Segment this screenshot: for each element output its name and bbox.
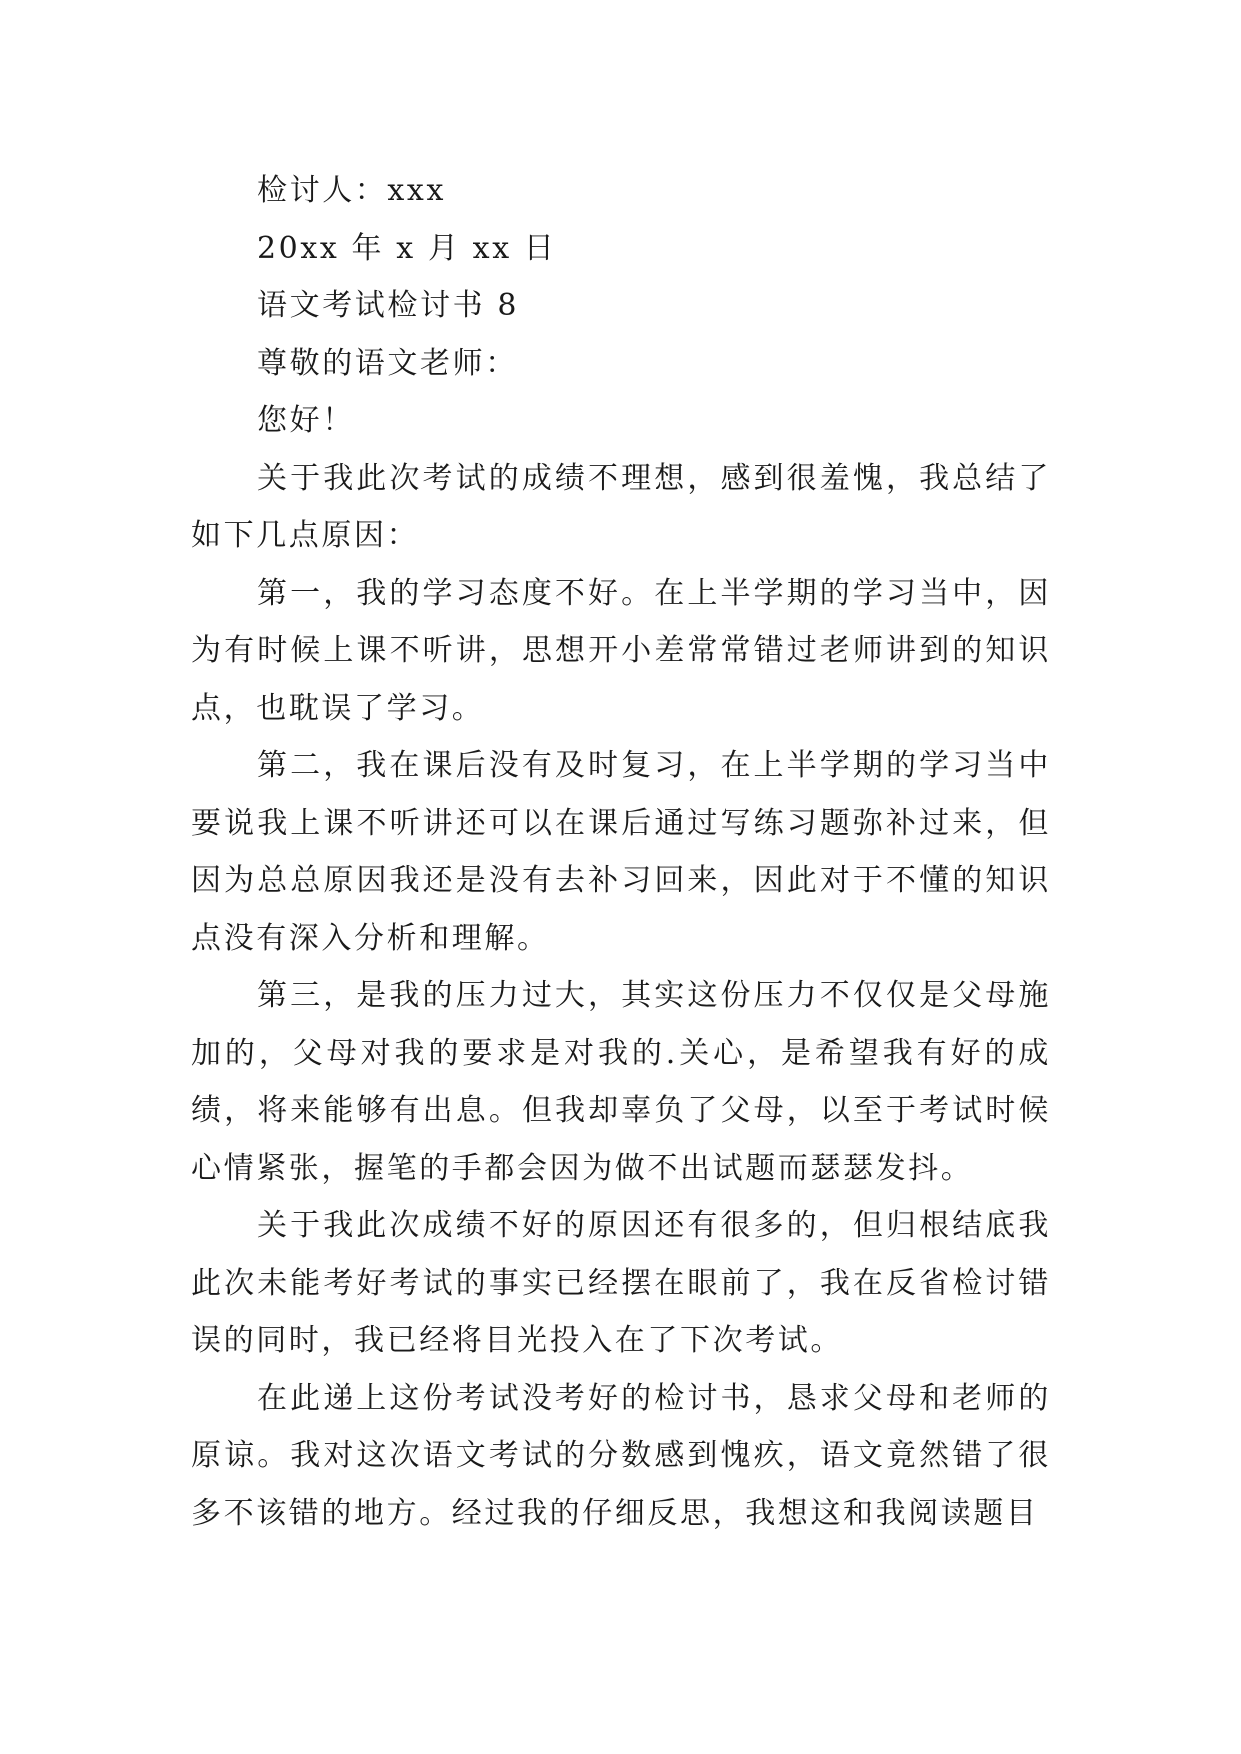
date-line: 20xx 年 x 月 xx 日 <box>257 230 557 266</box>
signer-line: 检讨人：xxx <box>257 173 446 208</box>
section-title: 语文考试检讨书 8 <box>257 288 520 323</box>
paragraph-closing: 在此递上这份考试没考好的检讨书，恳求父母和老师的原谅。我对这次语文考试的分数感到愧疚，语文竟然错了很多不该错的地方。经过我的仔细反思，我想这和我阅读题目 <box>191 1380 1051 1531</box>
paragraph-reason-3: 第三，是我的压力过大，其实这份压力不仅仅是父母施加的，父母对我的要求是对我的.关心，是希望我有好的成绩，将来能够有出息。但我却辜负了父母，以至于考试时候心情紧张，握笔的手都会因为做不出试题而瑟瑟发抖。 <box>191 978 1051 1186</box>
paragraph-summary: 关于我此次成绩不好的原因还有很多的，但归根结底我此次未能考好考试的事实已经摆在眼前了，我在反省检讨错误的同时，我已经将目光投入在了下次考试。 <box>191 1208 1051 1358</box>
paragraph-intro: 关于我此次考试的成绩不理想，感到很羞愧，我总结了如下几点原因： <box>191 460 1051 553</box>
paragraph-reason-1: 第一，我的学习态度不好。在上半学期的学习当中，因为有时候上课不听讲，思想开小差常常错过老师讲到的知识点，也耽误了学习。 <box>191 575 1051 726</box>
greeting: 您好！ <box>257 403 355 438</box>
paragraph-reason-2: 第二，我在课后没有及时复习，在上半学期的学习当中要说我上课不听讲还可以在课后通过写练习题弥补过来，但因为总总原因我还是没有去补习回来，因此对于不懂的知识点没有深入分析和理解。 <box>191 748 1051 956</box>
document-body <box>191 162 1051 1542</box>
salutation: 尊敬的语文老师： <box>257 345 518 381</box>
